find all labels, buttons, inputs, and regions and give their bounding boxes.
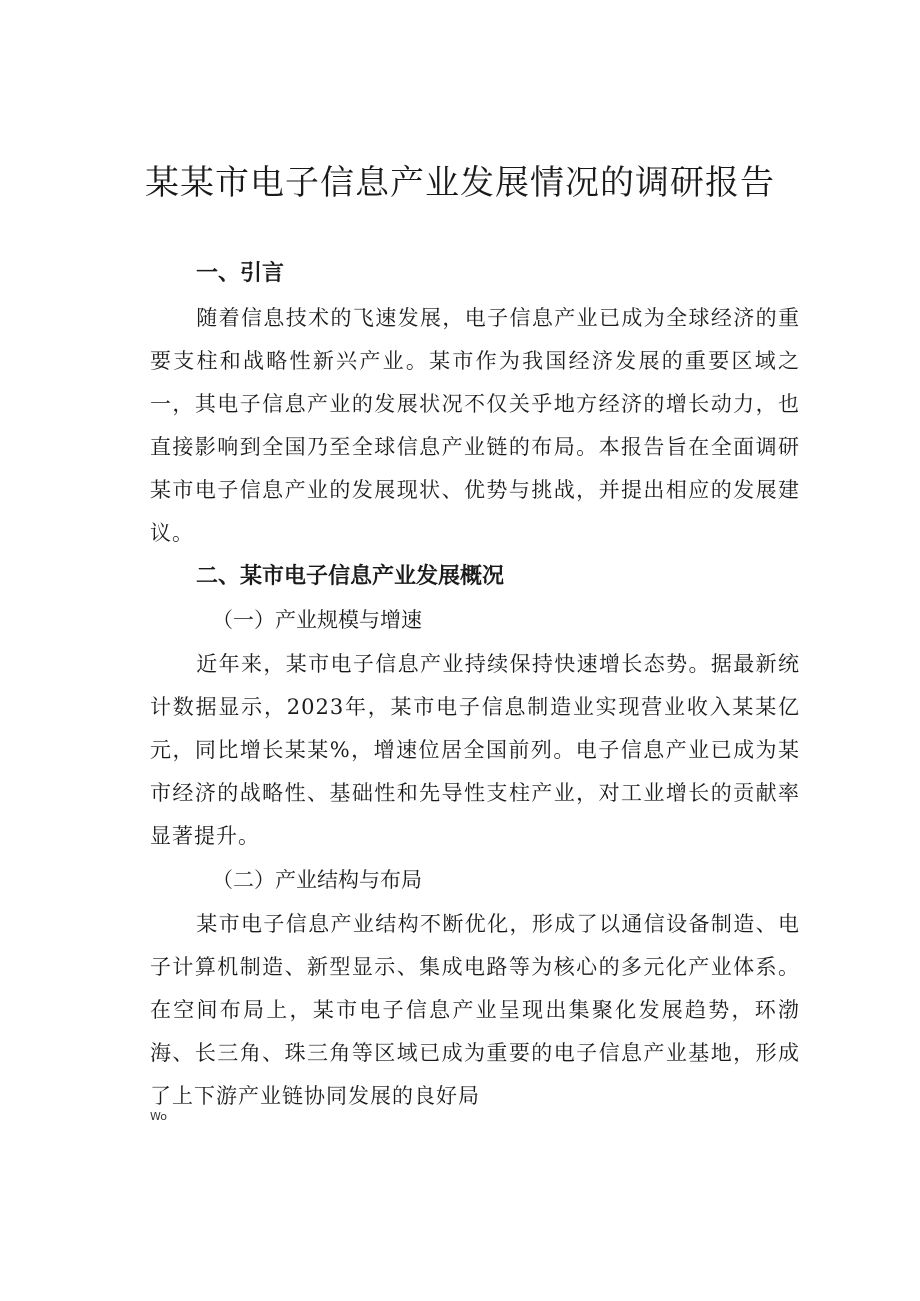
subsection-heading-structure: （二）产业结构与布局 bbox=[212, 868, 422, 892]
subsection-heading-scale: （一）产业规模与增速 bbox=[212, 608, 422, 632]
document-title: 某某市电子信息产业发展情况的调研报告 bbox=[145, 163, 775, 203]
introduction-paragraph: 随着信息技术的飞速发展，电子信息产业已成为全球经济的重要支柱和战略性新兴产业。某市作为我国经济发展的重要区域之一，其电子信息产业的发展状况不仅关乎地方经济的增长动力，也直接影响到全国乃至全球信息产业链的布局。本报告旨在全面调研某市电子信息产业的发展现状、优势与挑战，并提出相应的发展建议。 bbox=[150, 306, 800, 545]
footer-mark: Wo bbox=[150, 1110, 167, 1123]
scale-paragraph: 近年来，某市电子信息产业持续保持快速增长态势。据最新统计数据显示，2023年，某市电子信息制造业实现营业收入某某亿元，同比增长某某%，增速位居全国前列。电子信息产业已成为某市经济的战略性、基础性和先导性支柱产业，对工业增长的贡献率显著提升。 bbox=[150, 652, 800, 848]
section-heading-overview: 二、某市电子信息产业发展概况 bbox=[196, 564, 505, 589]
structure-paragraph: 某市电子信息产业结构不断优化，形成了以通信设备制造、电子计算机制造、新型显示、集成电路等为核心的多元化产业体系。在空间布局上，某市电子信息产业呈现出集聚化发展趋势，环渤海、长三角、珠三角等区域已成为重要的电子信息产业基地，形成了上下游产业链协同发展的良好局 bbox=[150, 912, 800, 1108]
section-heading-introduction: 一、引言 bbox=[196, 261, 285, 286]
